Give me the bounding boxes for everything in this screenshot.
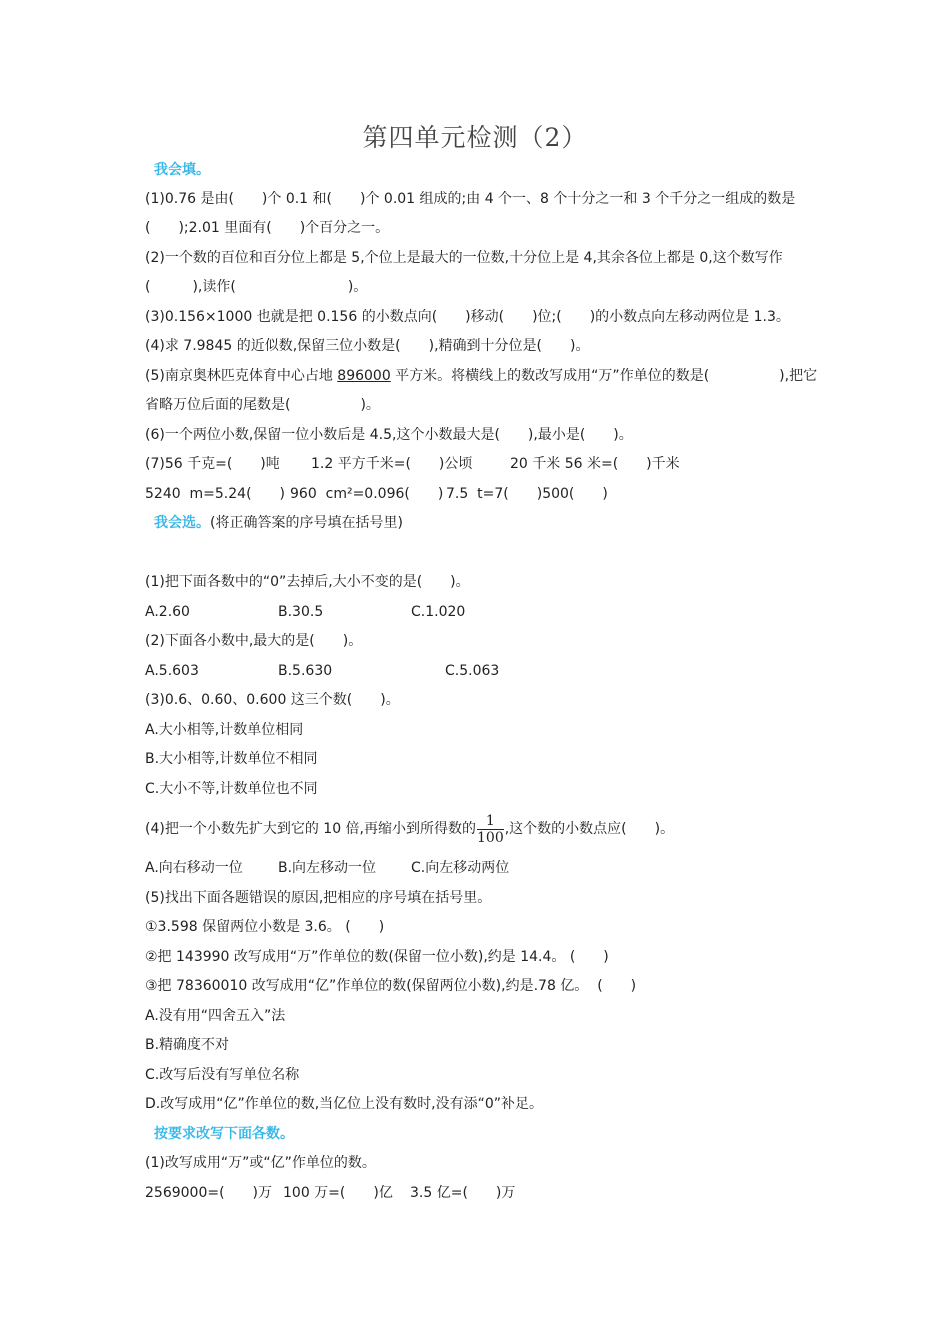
choose-q3-option-c: C.大小不等,计数单位也不同 — [145, 781, 318, 797]
fraction-denominator: 100 — [477, 829, 504, 846]
choose-q2-option-b: B.5.630 — [278, 663, 333, 679]
fill-q1-line2: ( );2.01 里面有( )个百分之一。 — [145, 220, 390, 236]
choose-q4 — [145, 812, 674, 846]
choose-q5-option-c: C.改写后没有写单位名称 — [145, 1067, 300, 1083]
fill-q6: (6)一个两位小数,保留一位小数后是 4.5,这个小数最大是( ),最小是( )。 — [145, 427, 633, 443]
section-choose-title: 我会选。 — [154, 515, 210, 531]
fill-q5-prefix: (5)南京奥林匹克体育中心占地 — [145, 368, 338, 384]
fill-q7-item4: 5240 m=5.24( ) — [145, 486, 285, 502]
choose-q2-option-c: C.5.063 — [445, 663, 500, 679]
fill-q7-item2: 1.2 平方千米=( )公顷 — [311, 456, 473, 472]
choose-q1-option-b: B.30.5 — [278, 604, 324, 620]
section-fill-heading: 我会填。 — [154, 162, 210, 178]
rewrite-q1-item2: 100 万=( )亿 — [283, 1185, 393, 1201]
fill-q7-item3: 20 千米 56 米=( )千米 — [510, 456, 680, 472]
fill-q4: (4)求 7.9845 的近似数,保留三位小数是( ),精确到十分位是( )。 — [145, 338, 590, 354]
fill-q1-line1: (1)0.76 是由( )个 0.1 和( )个 0.01 组成的;由 4 个一、8 个十分之一和 3 个千分之一组成的数是 — [145, 191, 796, 207]
page-title: 第四单元检测（2） — [362, 123, 588, 152]
choose-q4-option-b: B.向左移动一位 — [278, 860, 377, 876]
choose-q5: (5)找出下面各题错误的原因,把相应的序号填在括号里。 — [145, 890, 492, 906]
choose-q5-option-d: D.改写成用“亿”作单位的数,当亿位上没有数时,没有添“0”补足。 — [145, 1096, 544, 1112]
choose-q3-option-b: B.大小相等,计数单位不相同 — [145, 751, 318, 767]
fill-q7-item6: 7.5 t=7( )500( ) — [446, 486, 608, 502]
choose-q4-option-a: A.向右移动一位 — [145, 860, 243, 876]
choose-q4-prefix: (4)把一个小数先扩大到它的 10 倍,再缩小到所得数的 — [145, 821, 476, 837]
choose-q4-suffix: ,这个数的小数点应( )。 — [504, 821, 675, 837]
fill-q7-item1: (7)56 千克=( )吨 — [145, 456, 280, 472]
choose-q5-item3: ③把 78360010 改写成用“亿”作单位的数(保留两位小数),约是.78 亿。 ( ) — [145, 978, 637, 994]
choose-q1-option-c: C.1.020 — [411, 604, 466, 620]
fill-q2-line2: ( ),读作( )。 — [145, 279, 368, 295]
fraction-one-hundredth — [477, 813, 504, 846]
fill-q5-suffix: 平方米。将横线上的数改写成用“万”作单位的数是( ),把它 — [390, 368, 818, 384]
fill-q5-underlined-number: 896000 — [337, 368, 391, 384]
section-choose-heading — [154, 513, 403, 533]
choose-q2-option-a: A.5.603 — [145, 663, 199, 679]
fill-q2-line1: (2)一个数的百位和百分位上都是 5,个位上是最大的一位数,十分位上是 4,其余各位上都是 0,这个数写作 — [145, 250, 783, 266]
fill-q7-item5: 960 cm²=0.096( ) — [290, 486, 444, 502]
choose-q1-option-a: A.2.60 — [145, 604, 190, 620]
choose-q5-item1: ①3.598 保留两位小数是 3.6。 ( ) — [145, 919, 385, 935]
choose-q3-option-a: A.大小相等,计数单位相同 — [145, 722, 304, 738]
section-choose-note: (将正确答案的序号填在括号里) — [210, 515, 403, 531]
choose-q5-option-a: A.没有用“四舍五入”法 — [145, 1008, 286, 1024]
choose-q5-option-b: B.精确度不对 — [145, 1037, 230, 1053]
choose-q5-item2: ②把 143990 改写成用“万”作单位的数(保留一位小数),约是 14.4。 ( ) — [145, 949, 609, 965]
fill-q5-line2: 省略万位后面的尾数是( )。 — [145, 397, 380, 413]
rewrite-q1: (1)改写成用“万”或“亿”作单位的数。 — [145, 1155, 376, 1171]
fill-q5-line1 — [145, 366, 817, 386]
choose-q3: (3)0.6、0.60、0.600 这三个数( )。 — [145, 692, 400, 708]
choose-q1: (1)把下面各数中的“0”去掉后,大小不变的是( )。 — [145, 574, 470, 590]
rewrite-q1-item3: 3.5 亿=( )万 — [410, 1185, 516, 1201]
section-rewrite-heading: 按要求改写下面各数。 — [154, 1126, 294, 1142]
choose-q2: (2)下面各小数中,最大的是( )。 — [145, 633, 363, 649]
fill-q3: (3)0.156×1000 也就是把 0.156 的小数点向( )移动( )位;( )的小数点向左移动两位是 1.3。 — [145, 309, 790, 325]
choose-q4-option-c: C.向左移动两位 — [411, 860, 510, 876]
rewrite-q1-item1: 2569000=( )万 — [145, 1185, 273, 1201]
fraction-numerator: 1 — [477, 813, 504, 830]
